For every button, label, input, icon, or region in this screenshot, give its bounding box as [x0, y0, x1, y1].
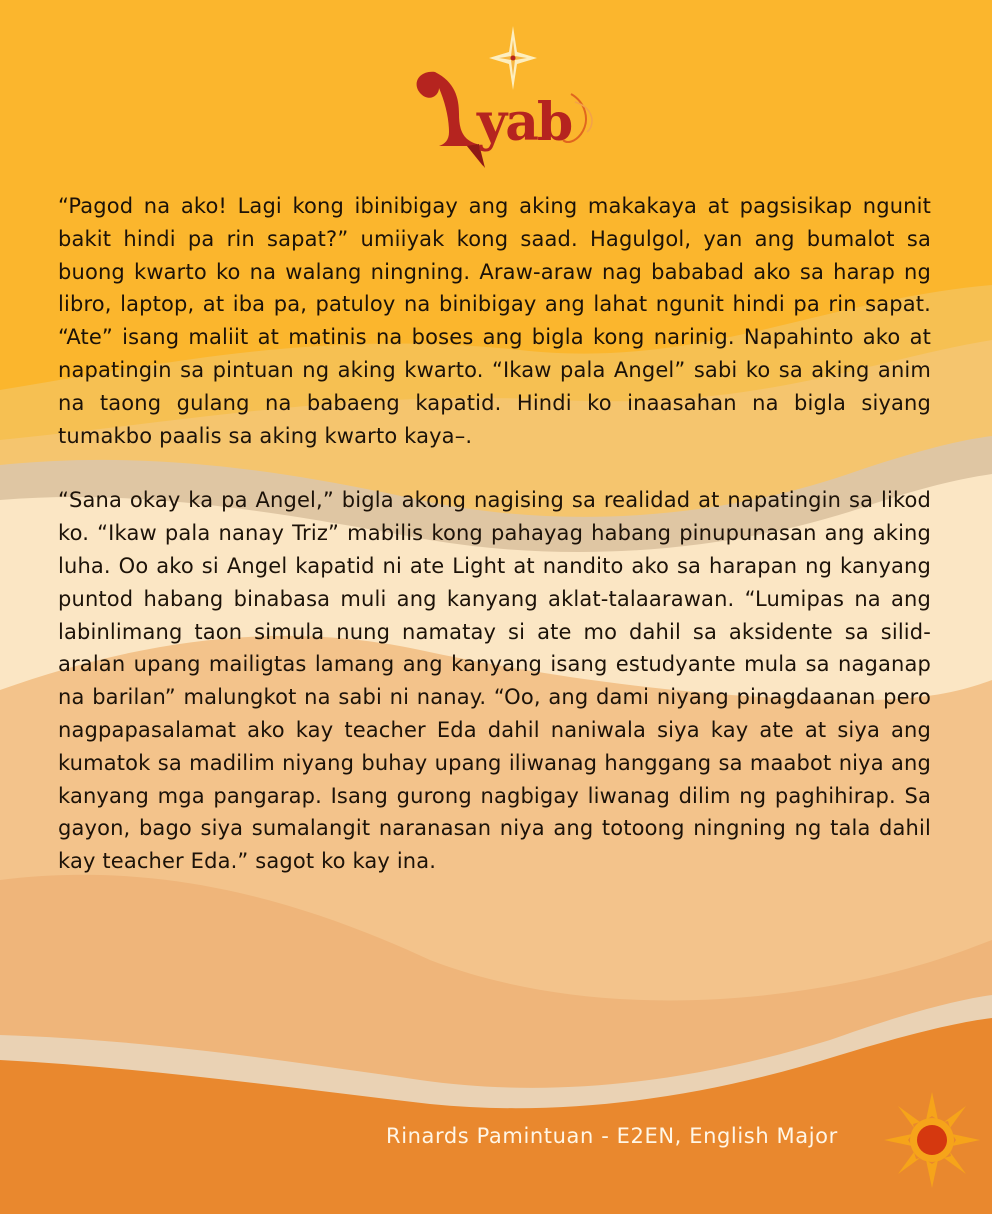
author-credit: Rinards Pamintuan - E2EN, English Major	[386, 1124, 838, 1148]
lyab-logo	[405, 22, 605, 172]
story-body	[58, 190, 931, 878]
sparkle-star-icon	[489, 26, 537, 90]
svg-text:yab: yab	[477, 92, 572, 153]
story-paragraph: “Sana okay ka pa Angel,” bigla akong nagising sa realidad at napatingin sa likod ko. “Ikaw pala nanay Triz” mabilis kong pahayag habang pinupunasan ang aking luha. Oo ako si Angel kapatid ni ate Light at nandito ako sa harapan ng kanyang puntod habang binabasa muli ang kanyang aklat-talaarawan. “Lumipas na ang labinlimang taon simula nung namatay si ate mo dahil sa aksidente sa silid-aralan upang mailigtas lamang ang kanyang isang estudyante mula sa naganap na barilan” malungkot na sabi ni nanay. “Oo, ang dami niyang pinagdaanan pero nagpapasalamat ako kay teacher Eda dahil naniwala siya kay ate at siya ang kumatok sa madilim niyang buhay upang iliwanag hanggang sa maabot niya ang kanyang mga pangarap. Isang gurong nagbigay liwanag dilim ng paghihirap. Sa gayon, bago siya sumalangit naranasan niya ang totoong ningning ng tala dahil kay teacher Eda.” sagot ko kay ina.	[58, 488, 931, 874]
sun-icon	[882, 1090, 982, 1190]
story-paragraph: “Pagod na ako! Lagi kong ibinibigay ang aking makakaya at pagsisikap ngunit bakit hindi pa rin sapat?” umiiyak kong saad. Hagulgol, yan ang bumalot sa buong kwarto ko na walang ningning. Araw-araw nag bababad ako sa harap ng libro, laptop, at iba pa, patuloy na binibigay ang lahat ngunit hindi pa rin sapat. “Ate” isang maliit at matinis na boses ang bigla kong narinig. Napahinto ako at napatingin sa pintuan ng aking kwarto. “Ikaw pala Angel” sabi ko sa aking anim na taong gulang na babaeng kapatid. Hindi ko inaasahan na bigla siyang tumakbo paalis sa aking kwarto kaya–.	[58, 194, 931, 448]
